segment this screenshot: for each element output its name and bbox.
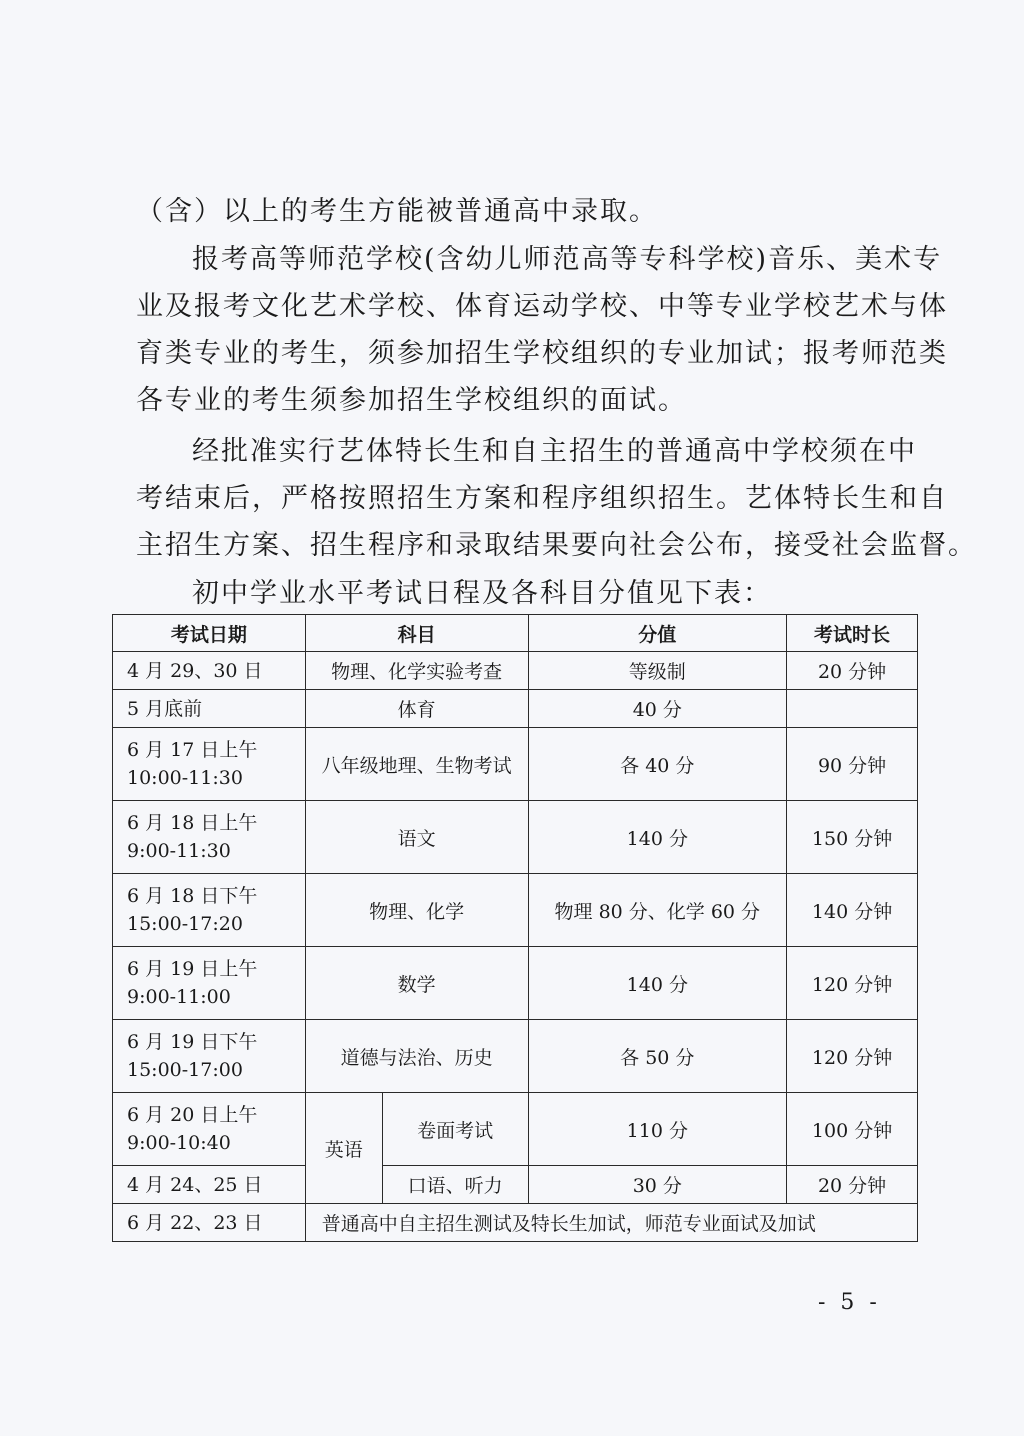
cell-subject: 八年级地理、生物考试 [305, 728, 528, 801]
cell-date: 5 月底前 [113, 690, 306, 728]
date-time: 9:00-11:30 [127, 840, 231, 862]
cell-score: 各 50 分 [528, 1020, 787, 1093]
paragraph-art-sports-exam [136, 236, 948, 424]
cell-score: 140 分 [528, 801, 787, 874]
exam-schedule-table [112, 614, 918, 1242]
cell-subject: 道德与法治、历史 [305, 1020, 528, 1093]
paragraph-special-admission [136, 428, 977, 569]
cell-score: 等级制 [528, 652, 787, 690]
date-day: 6 月 19 日上午 [127, 958, 258, 980]
cell-duration: 150 分钟 [787, 801, 918, 874]
date-day: 6 月 17 日上午 [127, 739, 258, 761]
date-time: 15:00-17:00 [127, 1059, 243, 1081]
cell-subject-english: 英语 [305, 1093, 382, 1204]
text-line: 报考高等师范学校(含幼儿师范高等专科学校)音乐、美术专 [192, 244, 943, 275]
table-row [113, 801, 918, 874]
cell-subject: 语文 [305, 801, 528, 874]
date-time: 9:00-10:40 [127, 1132, 231, 1154]
header-score: 分值 [528, 615, 787, 652]
cell-score: 140 分 [528, 947, 787, 1020]
cell-duration: 20 分钟 [787, 1166, 918, 1204]
date-day: 6 月 19 日下午 [127, 1031, 258, 1053]
paragraph-table-intro [136, 570, 896, 617]
date-time: 9:00-11:00 [127, 986, 231, 1008]
cell-duration: 120 分钟 [787, 947, 918, 1020]
text-line: 主招生方案、招生程序和录取结果要向社会公布，接受社会监督。 [136, 530, 977, 561]
cell-date: 6 月 22、23 日 [113, 1204, 306, 1242]
cell-duration: 120 分钟 [787, 1020, 918, 1093]
cell-note: 普通高中自主招生测试及特长生加试，师范专业面试及加试 [305, 1204, 917, 1242]
cell-score: 物理 80 分、化学 60 分 [528, 874, 787, 947]
cell-score: 110 分 [528, 1093, 787, 1166]
text-line: 业及报考文化艺术学校、体育运动学校、中等专业学校艺术与体 [136, 291, 948, 322]
table-row [113, 690, 918, 728]
table-row-english-written [113, 1093, 918, 1166]
cell-date [113, 801, 306, 874]
text-line: （含）以上的考生方能被普通高中录取。 [136, 196, 658, 227]
table-row [113, 728, 918, 801]
cell-duration: 20 分钟 [787, 652, 918, 690]
cell-date [113, 728, 306, 801]
cell-duration: 100 分钟 [787, 1093, 918, 1166]
cell-subject: 物理、化学 [305, 874, 528, 947]
cell-subject: 体育 [305, 690, 528, 728]
table-row [113, 652, 918, 690]
cell-date [113, 1020, 306, 1093]
table-row [113, 874, 918, 947]
date-time: 15:00-17:20 [127, 913, 243, 935]
cell-date [113, 874, 306, 947]
date-day: 6 月 20 日上午 [127, 1104, 258, 1126]
cell-score: 40 分 [528, 690, 787, 728]
cell-subpart: 口语、听力 [382, 1166, 528, 1204]
table-row-final [113, 1204, 918, 1242]
cell-duration [787, 690, 918, 728]
cell-score: 各 40 分 [528, 728, 787, 801]
cell-date: 4 月 29、30 日 [113, 652, 306, 690]
table-row [113, 947, 918, 1020]
header-date: 考试日期 [113, 615, 306, 652]
cell-subject: 物理、化学实验考查 [305, 652, 528, 690]
cell-date [113, 947, 306, 1020]
date-day: 6 月 18 日下午 [127, 885, 258, 907]
table-header-row [113, 615, 918, 652]
paragraph-continuation [136, 188, 896, 235]
text-line: 育类专业的考生，须参加招生学校组织的专业加试；报考师范类 [136, 338, 948, 369]
date-day: 6 月 18 日上午 [127, 812, 258, 834]
cell-duration: 140 分钟 [787, 874, 918, 947]
text-line: 考结束后，严格按照招生方案和程序组织招生。艺体特长生和自 [136, 483, 948, 514]
page-number: - 5 - [818, 1290, 881, 1315]
cell-duration: 90 分钟 [787, 728, 918, 801]
table-row-english-oral [113, 1166, 918, 1204]
header-duration: 考试时长 [787, 615, 918, 652]
cell-score: 30 分 [528, 1166, 787, 1204]
header-subject: 科目 [305, 615, 528, 652]
cell-subject: 数学 [305, 947, 528, 1020]
table-row [113, 1020, 918, 1093]
cell-subpart: 卷面考试 [382, 1093, 528, 1166]
cell-date: 4 月 24、25 日 [113, 1166, 306, 1204]
text-line: 初中学业水平考试日程及各科目分值见下表： [192, 578, 772, 609]
cell-date [113, 1093, 306, 1166]
date-time: 10:00-11:30 [127, 767, 243, 789]
text-line: 各专业的考生须参加招生学校组织的面试。 [136, 385, 687, 416]
text-line: 经批准实行艺体特长生和自主招生的普通高中学校须在中 [192, 436, 917, 467]
